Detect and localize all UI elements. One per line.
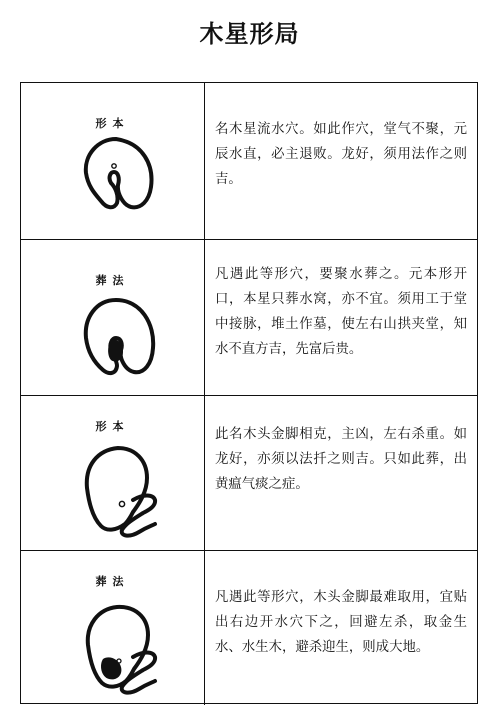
- figure-label: 形本: [95, 117, 130, 130]
- description-text: 凡遇此等形穴，要聚水葬之。元本形开口，本星只葬水窝，亦不宜。须用工于堂中接脉，堆土作墓，使左右山拱夹堂，知水不直方吉，先富后贵。: [215, 267, 467, 357]
- water-flow-form-diagram: [21, 83, 205, 239]
- page-title: 木星形局: [199, 20, 300, 48]
- figure-cell: [21, 240, 205, 395]
- figure-label: 葬法: [95, 274, 130, 287]
- table-row: [21, 239, 477, 395]
- table-row: [21, 395, 477, 550]
- figure-label: 形本: [95, 420, 130, 433]
- figure-cell: [21, 551, 205, 705]
- table-row: [21, 550, 477, 705]
- diagram-table: [20, 82, 478, 704]
- wood-head-metal-foot-diagram: [21, 396, 205, 551]
- description-text: 凡遇此等形穴，木头金脚最难取用，宜贴出右边开水穴下之，回避左杀，取金生水、水生木，避杀迎生，则成大地。: [215, 590, 467, 655]
- figure-cell: [21, 396, 205, 550]
- description-text: 名木星流水穴。如此作穴，堂气不聚，元辰水直，必主退败。龙好，须用法作之则吉。: [215, 122, 467, 187]
- description-text: 此名木头金脚相克，主凶，左右杀重。如龙好，亦须以法扦之则吉。只如此葬，出黄瘟气痰之症。: [215, 427, 467, 492]
- burial-method-diagram: [21, 240, 205, 396]
- table-row: [21, 83, 477, 239]
- figure-label: 葬法: [95, 575, 130, 588]
- figure-cell: [21, 83, 205, 239]
- wood-head-metal-foot-burial-diagram: [21, 551, 205, 706]
